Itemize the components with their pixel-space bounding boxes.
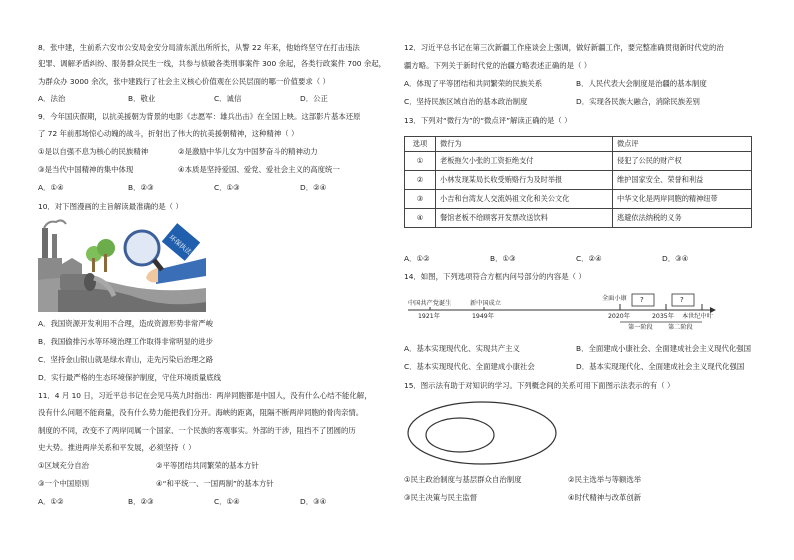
table-cell: ① — [405, 152, 436, 171]
q13-stem: 13．下列对“微行为”的“微点评”解读正确的是（ ） — [404, 116, 572, 125]
table-cell: 餐馆老板不给顾客开发票改送饮料 — [436, 209, 613, 228]
timeline-year-2: 1949年 — [472, 313, 494, 320]
q8-stem-line-1: 8．张中建，生前系六安市公安局金安分局清东派出所所长，从警 22 年来，他始终坚守在打击违法 — [38, 43, 360, 52]
q8-option-d: D．公正 — [300, 94, 328, 103]
timeline-event-2: 新中国成立 — [470, 300, 501, 307]
q13-option-c: C．②④ — [576, 254, 602, 263]
q9-stem-line-1: 9．今年国庆假期，以抗美援朝为背景的电影《志愿军：雄兵出击》在全国上映。这部影片基本还原 — [38, 112, 361, 121]
table-cell: 逃避依法纳税的义务 — [613, 209, 752, 228]
cartoon-illustration — [38, 218, 206, 312]
q10-cartoon — [38, 218, 206, 312]
q10-option-b: B．我国偷排污水等环境治理工作取得非常明显的进步 — [38, 337, 214, 346]
q9-item-2: ②是激励中华儿女为中国梦奋斗的精神动力 — [178, 147, 318, 156]
timeline-year-4: 2035年 — [652, 313, 674, 320]
q9-option-c: C．①③ — [214, 183, 240, 192]
table-row — [405, 171, 752, 190]
timeline-question-2: ? — [680, 296, 684, 304]
table-cell: 侵犯了公民的财产权 — [613, 152, 752, 171]
q13-table — [404, 136, 752, 228]
q13-option-a: A．①② — [404, 254, 430, 263]
q12-option-a: A．体现了平等团结和共同繁荣的民族关系 — [404, 79, 543, 88]
q15-item-1: ①民主政治制度与基层群众自治制度 — [404, 475, 522, 484]
q11-stem-line-3: 制度的不同，改变不了两岸同属一个国家、一个民族的客观事实。外部的干涉，阻挡不了团圆的历 — [38, 426, 356, 435]
table-cell: 维护国家安全、荣誉和利益 — [613, 171, 752, 190]
table-row — [405, 152, 752, 171]
timeline-year-3: 2020年 — [608, 313, 630, 320]
q9-item-3: ③是当代中国精神的集中体现 — [38, 165, 134, 174]
timeline-question-1: ? — [640, 296, 644, 304]
table-cell: 中华文化是两岸同胞的精神纽带 — [613, 190, 752, 209]
q11-option-b: B．②③ — [128, 497, 154, 506]
q9-stem-line-2: 了 72 年前那场惊心动魄的战斗，折射出了伟大的抗美援朝精神，这种精神（ ） — [38, 129, 299, 138]
timeline-stage-1: 第一阶段 — [628, 324, 653, 331]
q10-stem: 10．对下图漫画的主旨解读最准确的是（ ） — [38, 202, 183, 211]
q14-option-c: C．基本实现现代化、全面建成小康社会 — [404, 362, 535, 371]
cartoon-sign-text: 环保执法 — [167, 233, 193, 257]
q15-stem: 15．图示法有助于对知识的学习。下列概念间的关系可用下面图示法表示的有（ ） — [404, 381, 675, 390]
timeline-end-label: 本世纪中叶 — [682, 313, 713, 320]
q11-item-1: ①区域充分自治 — [38, 461, 89, 470]
q11-item-2: ②平等团结共同繁荣的基本方针 — [156, 461, 259, 470]
q11-stem-line-2: 没有什么问题不能商量，没有什么势力能把我们分开。海峡的距离，阻隔不断两岸同胞的骨肉亲情。 — [38, 408, 364, 417]
q11-stem-line-1: 11．4 月 10 日，习近平总书记在会见马英九时指出：两岸同胞都是中国人，没有什么心结不能化解， — [38, 391, 372, 400]
timeline-event-1: 中国共产党诞生 — [408, 300, 452, 307]
q11-option-a: A．①② — [38, 497, 64, 506]
table-row — [405, 209, 752, 228]
q11-item-3: ③一个中国原则 — [38, 479, 89, 488]
q12-option-b: B．人民代表大会制度是治疆的基本制度 — [576, 79, 707, 88]
q14-option-b: B．全面建成小康社会、全面建成社会主义现代化强国 — [576, 344, 752, 353]
q12-stem-line-2: 疆方略。下列关于新时代党的治疆方略表述正确的是（ ） — [404, 61, 592, 70]
q8-option-b: B．敬业 — [128, 94, 156, 103]
q9-option-a: A．①④ — [38, 183, 64, 192]
table-header-row — [405, 137, 752, 152]
q14-option-d: D．基本实现现代化、全面建成社会主义现代化强国 — [576, 362, 745, 371]
table-cell: ③ — [405, 190, 436, 209]
q15-item-4: ④时代精神与改革创新 — [568, 493, 642, 502]
q13-option-b: B．①③ — [490, 254, 516, 263]
table-cell: ④ — [405, 209, 436, 228]
q14-timeline — [404, 290, 724, 336]
table-cell: 小林发现某局长收受贿赂行为及时举报 — [436, 171, 613, 190]
nested-ellipses — [404, 398, 584, 468]
timeline-stage-2: 第二阶段 — [668, 324, 693, 331]
q9-option-b: B．②③ — [128, 183, 154, 192]
q11-option-c: C．①④ — [214, 497, 240, 506]
q11-option-d: D．③④ — [300, 497, 327, 506]
timeline-year-1: 1921年 — [418, 313, 440, 320]
q14-option-a: A．基本实现现代化、实现共产主义 — [404, 344, 520, 353]
q15-item-2: ②民主选举与等额选举 — [568, 475, 642, 484]
table-header-cell: 微点评 — [613, 137, 752, 152]
q15-venn-diagram — [404, 398, 584, 468]
q13-option-d: D．③④ — [662, 254, 689, 263]
q12-stem-line-1: 12．习近平总书记在第三次新疆工作座谈会上强调，做好新疆工作，要完整准确贯彻新时代党的治 — [404, 43, 724, 52]
q12-option-c: C．坚持民族区域自治的基本政治制度 — [404, 97, 528, 106]
q9-item-4: ④本质是坚持爱国、爱党、爱社会主义的高度统一 — [178, 165, 340, 174]
q8-stem-line-3: 为群众办 3000 余次，张中建践行了社会主义核心价值观在公民层面的哪一价值要求（ ） — [38, 77, 330, 86]
q8-stem-line-2: 犯罪、调解矛盾纠纷、服务群众民生一线，共参与侦破各类刑事案件 300 余起，各类行政案件 700 余起， — [38, 59, 387, 68]
q11-stem-line-4: 史大势。推进两岸关系和平发展，必须坚持（ ） — [38, 443, 196, 452]
q9-option-d: D．②④ — [300, 183, 327, 192]
table-cell: ② — [405, 171, 436, 190]
q8-option-a: A．法治 — [38, 94, 66, 103]
q14-stem: 14．如图，下列选项符合方框内问号部分的内容是（ ） — [404, 272, 586, 281]
table-cell: 小吉和台湾友人交流妈祖文化和关公文化 — [436, 190, 613, 209]
table-header-cell: 微行为 — [436, 137, 613, 152]
table-header-cell: 选项 — [405, 137, 436, 152]
q11-item-4: ④“和平统一、一国两制”的基本方针 — [156, 479, 274, 488]
q10-option-c: C．坚持金山银山就是绿水青山，走先污染后治理之路 — [38, 355, 214, 364]
q10-option-a: A．我国资源开发利用不合理，造成资源形势非常严峻 — [38, 319, 214, 328]
timeline-event-3: 全面小康 — [602, 295, 627, 302]
q12-option-d: D．实现各民族大融合，消除民族差别 — [576, 97, 700, 106]
q9-item-1: ①是以自强不息为核心的民族精神 — [38, 147, 149, 156]
q8-option-c: C．诚信 — [214, 94, 242, 103]
table-row — [405, 190, 752, 209]
table-cell: 老板拖欠小张的工资拒绝支付 — [436, 152, 613, 171]
q15-item-3: ③民主决策与民主监督 — [404, 493, 478, 502]
q10-option-d: D．实行最严格的生态环境保护制度，守住环境质量底线 — [38, 373, 222, 382]
